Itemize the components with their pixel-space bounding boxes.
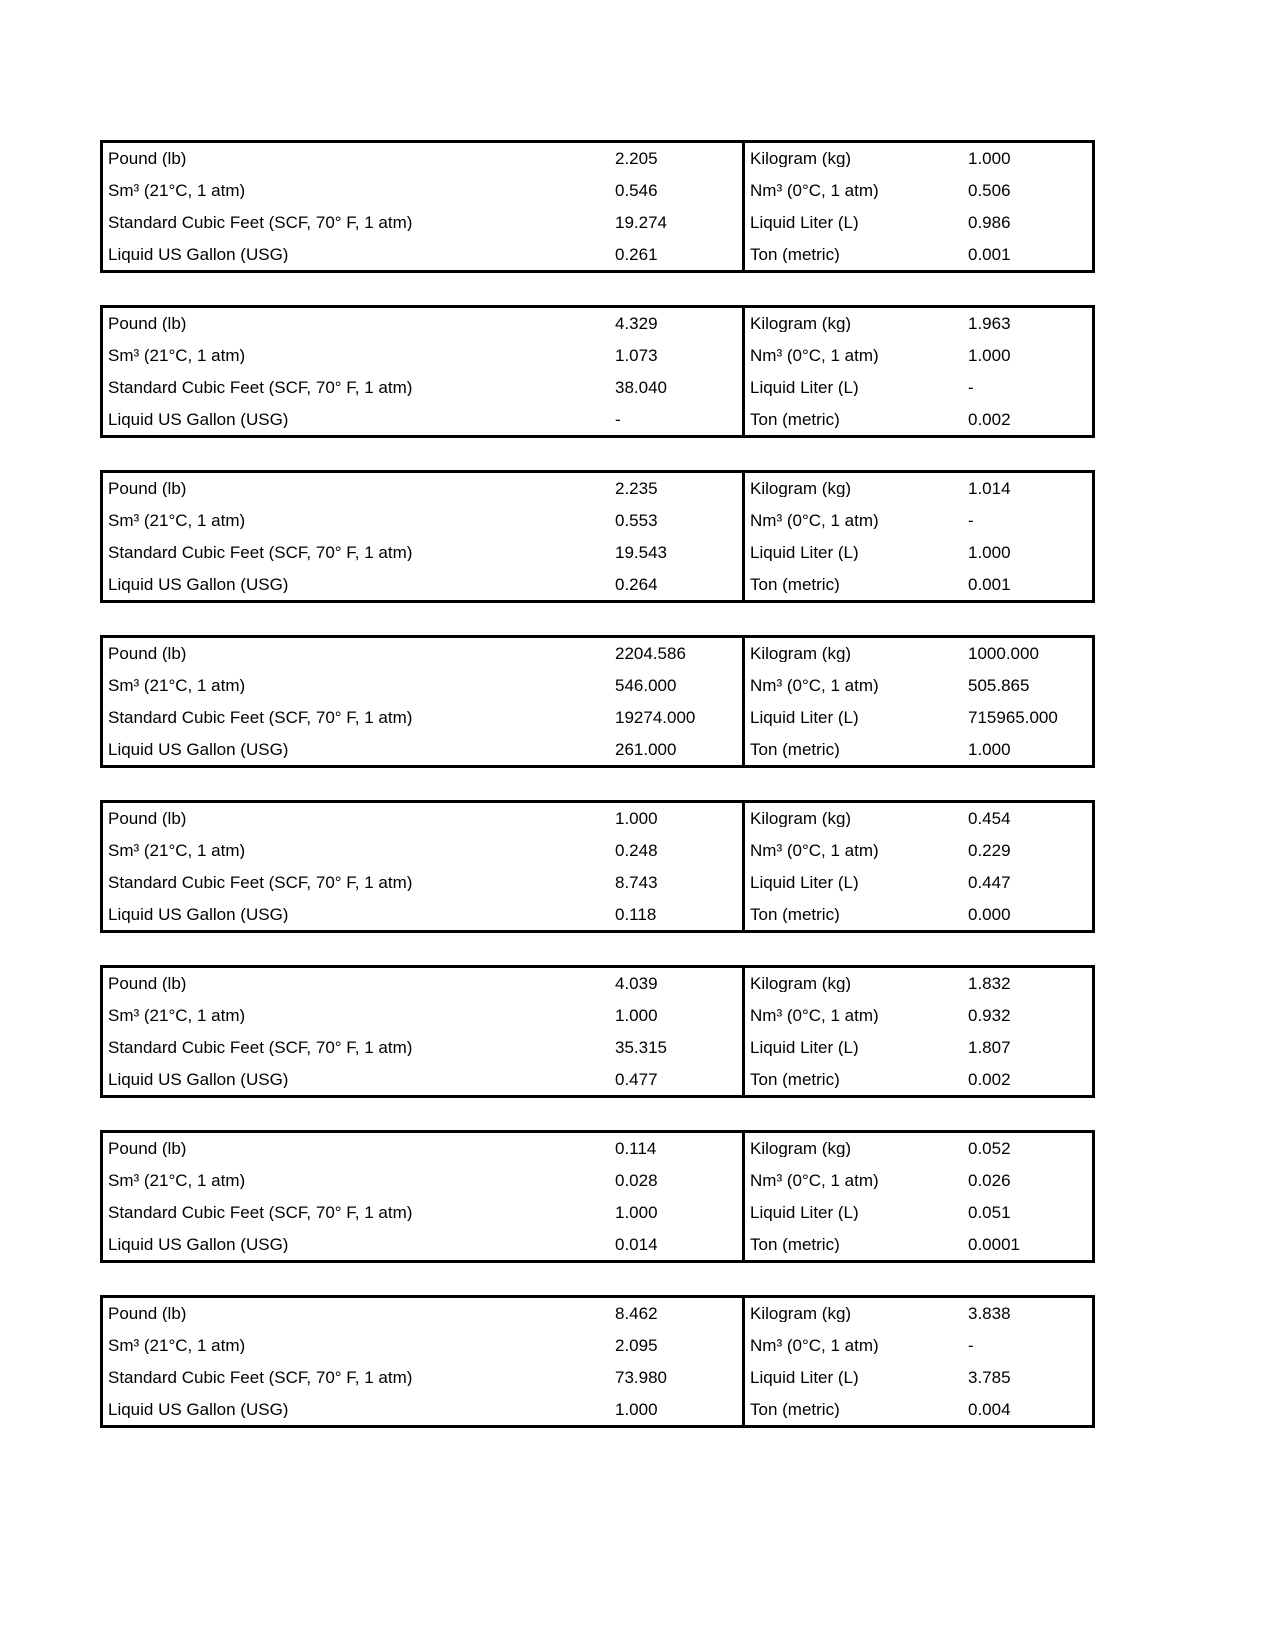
table-row — [745, 403, 1092, 435]
unit-label: Standard Cubic Feet (SCF, 70° F, 1 atm) — [108, 378, 413, 396]
table-row — [103, 702, 742, 734]
table-row — [103, 175, 742, 207]
table-row — [745, 733, 1092, 765]
table-right-section — [745, 143, 1092, 270]
table-right-section — [745, 803, 1092, 930]
unit-value: 1.000 — [615, 1202, 658, 1222]
unit-label: Standard Cubic Feet (SCF, 70° F, 1 atm) — [108, 543, 413, 561]
unit-value: 4.329 — [615, 314, 658, 334]
unit-value: 0.051 — [968, 1202, 1011, 1222]
table-row — [103, 733, 742, 765]
unit-label: Ton (metric) — [750, 1070, 840, 1088]
table-row — [103, 340, 742, 372]
unit-label: Liquid Liter (L) — [750, 1368, 859, 1386]
unit-label: Liquid Liter (L) — [750, 873, 859, 891]
table-row — [103, 1197, 742, 1229]
unit-value: 2.235 — [615, 479, 658, 499]
table-row — [103, 1000, 742, 1032]
unit-label: Standard Cubic Feet (SCF, 70° F, 1 atm) — [108, 1368, 413, 1386]
unit-value: 0.506 — [968, 181, 1011, 201]
unit-value: 0.028 — [615, 1171, 658, 1191]
unit-value: 1.832 — [968, 974, 1011, 994]
table-row — [745, 1298, 1092, 1330]
table-left-section — [103, 803, 745, 930]
unit-label: Pound (lb) — [108, 315, 187, 333]
unit-label: Sm³ (21°C, 1 atm) — [108, 1172, 246, 1190]
table-row — [745, 473, 1092, 505]
unit-value: 1000.000 — [968, 644, 1039, 664]
unit-value: 1.000 — [615, 809, 658, 829]
unit-value: 0.004 — [968, 1399, 1011, 1419]
unit-label: Kilogram (kg) — [750, 1140, 852, 1158]
unit-value: 546.000 — [615, 676, 677, 696]
unit-label: Liquid US Gallon (USG) — [108, 1235, 289, 1253]
unit-label: Sm³ (21°C, 1 atm) — [108, 1007, 246, 1025]
unit-label: Pound (lb) — [108, 1140, 187, 1158]
unit-label: Liquid US Gallon (USG) — [108, 410, 289, 428]
table-row — [745, 505, 1092, 537]
unit-label: Sm³ (21°C, 1 atm) — [108, 512, 246, 530]
table-right-section — [745, 473, 1092, 600]
unit-value: 1.000 — [615, 1006, 658, 1026]
unit-value: - — [968, 377, 974, 397]
unit-label: Nm³ (0°C, 1 atm) — [750, 182, 879, 200]
unit-value: 0.014 — [615, 1234, 658, 1254]
table-row — [745, 1165, 1092, 1197]
unit-value: 1.000 — [615, 1399, 658, 1419]
unit-label: Sm³ (21°C, 1 atm) — [108, 347, 246, 365]
unit-value: 73.980 — [615, 1367, 667, 1387]
unit-value: 0.248 — [615, 841, 658, 861]
unit-label: Liquid US Gallon (USG) — [108, 905, 289, 923]
table-row — [103, 898, 742, 930]
unit-label: Kilogram (kg) — [750, 1305, 852, 1323]
conversion-table-3 — [100, 470, 1095, 603]
table-left-section — [103, 473, 745, 600]
unit-label: Liquid US Gallon (USG) — [108, 1400, 289, 1418]
table-left-section — [103, 1298, 745, 1425]
table-row — [103, 1228, 742, 1260]
unit-label: Nm³ (0°C, 1 atm) — [750, 677, 879, 695]
unit-value: 1.014 — [968, 479, 1011, 499]
unit-value: 0.0001 — [968, 1234, 1020, 1254]
table-row — [745, 968, 1092, 1000]
unit-label: Sm³ (21°C, 1 atm) — [108, 182, 246, 200]
conversion-table-2 — [100, 305, 1095, 438]
table-row — [745, 537, 1092, 569]
table-right-section — [745, 968, 1092, 1095]
unit-label: Pound (lb) — [108, 810, 187, 828]
table-left-section — [103, 308, 745, 435]
table-row — [103, 670, 742, 702]
unit-label: Nm³ (0°C, 1 atm) — [750, 1337, 879, 1355]
table-row — [745, 1133, 1092, 1165]
unit-label: Kilogram (kg) — [750, 150, 852, 168]
unit-value: 0.002 — [968, 1069, 1011, 1089]
unit-label: Liquid Liter (L) — [750, 708, 859, 726]
table-row — [745, 670, 1092, 702]
unit-label: Liquid US Gallon (USG) — [108, 575, 289, 593]
unit-label: Liquid Liter (L) — [750, 378, 859, 396]
table-left-section — [103, 1133, 745, 1260]
conversion-table-8 — [100, 1295, 1095, 1428]
unit-value: 0.264 — [615, 574, 658, 594]
unit-label: Pound (lb) — [108, 1305, 187, 1323]
table-row — [745, 238, 1092, 270]
unit-value: 0.002 — [968, 409, 1011, 429]
unit-value: 0.000 — [968, 904, 1011, 924]
table-left-section — [103, 968, 745, 1095]
table-row — [103, 1165, 742, 1197]
unit-value: 2204.586 — [615, 644, 686, 664]
unit-label: Standard Cubic Feet (SCF, 70° F, 1 atm) — [108, 1203, 413, 1221]
unit-label: Liquid Liter (L) — [750, 1038, 859, 1056]
unit-label: Standard Cubic Feet (SCF, 70° F, 1 atm) — [108, 1038, 413, 1056]
unit-value: 0.229 — [968, 841, 1011, 861]
unit-label: Nm³ (0°C, 1 atm) — [750, 1007, 879, 1025]
table-row — [103, 505, 742, 537]
unit-label: Pound (lb) — [108, 645, 187, 663]
conversion-table-5 — [100, 800, 1095, 933]
table-row — [745, 207, 1092, 239]
table-row — [745, 340, 1092, 372]
table-row — [103, 1298, 742, 1330]
unit-label: Ton (metric) — [750, 1400, 840, 1418]
table-row — [103, 1393, 742, 1425]
conversion-table-4 — [100, 635, 1095, 768]
unit-label: Pound (lb) — [108, 480, 187, 498]
table-row — [745, 898, 1092, 930]
unit-label: Kilogram (kg) — [750, 480, 852, 498]
table-row — [745, 1197, 1092, 1229]
table-row — [103, 638, 742, 670]
table-row — [745, 803, 1092, 835]
table-row — [103, 207, 742, 239]
unit-value: 0.553 — [615, 511, 658, 531]
unit-label: Pound (lb) — [108, 150, 187, 168]
table-row — [103, 968, 742, 1000]
unit-label: Liquid US Gallon (USG) — [108, 245, 289, 263]
table-row — [103, 803, 742, 835]
table-row — [745, 568, 1092, 600]
unit-label: Liquid Liter (L) — [750, 1203, 859, 1221]
table-row — [745, 1063, 1092, 1095]
unit-value: 0.986 — [968, 212, 1011, 232]
table-row — [103, 867, 742, 899]
table-row — [103, 308, 742, 340]
conversion-table-6 — [100, 965, 1095, 1098]
table-row — [745, 1000, 1092, 1032]
unit-label: Sm³ (21°C, 1 atm) — [108, 842, 246, 860]
unit-value: 0.454 — [968, 809, 1011, 829]
unit-value: 1.000 — [968, 346, 1011, 366]
unit-label: Ton (metric) — [750, 905, 840, 923]
unit-label: Kilogram (kg) — [750, 645, 852, 663]
unit-value: 0.932 — [968, 1006, 1011, 1026]
unit-label: Standard Cubic Feet (SCF, 70° F, 1 atm) — [108, 873, 413, 891]
unit-label: Standard Cubic Feet (SCF, 70° F, 1 atm) — [108, 213, 413, 231]
table-row — [745, 1362, 1092, 1394]
table-row — [103, 568, 742, 600]
unit-value: - — [615, 409, 621, 429]
table-row — [745, 702, 1092, 734]
unit-label: Nm³ (0°C, 1 atm) — [750, 347, 879, 365]
unit-value: 1.807 — [968, 1037, 1011, 1057]
unit-label: Nm³ (0°C, 1 atm) — [750, 512, 879, 530]
unit-label: Standard Cubic Feet (SCF, 70° F, 1 atm) — [108, 708, 413, 726]
unit-value: 3.838 — [968, 1304, 1011, 1324]
unit-label: Pound (lb) — [108, 975, 187, 993]
unit-label: Liquid US Gallon (USG) — [108, 740, 289, 758]
table-row — [103, 238, 742, 270]
unit-value: 0.114 — [615, 1139, 657, 1159]
unit-value: 19274.000 — [615, 707, 696, 727]
unit-value: 35.315 — [615, 1037, 667, 1057]
unit-label: Sm³ (21°C, 1 atm) — [108, 677, 246, 695]
table-row — [745, 308, 1092, 340]
unit-value: 0.447 — [968, 872, 1011, 892]
unit-value: 0.118 — [615, 904, 657, 924]
unit-value: 19.274 — [615, 212, 667, 232]
unit-label: Ton (metric) — [750, 1235, 840, 1253]
table-row — [745, 175, 1092, 207]
unit-value: 2.095 — [615, 1336, 658, 1356]
unit-value: 0.052 — [968, 1139, 1011, 1159]
unit-label: Ton (metric) — [750, 245, 840, 263]
unit-value: 0.001 — [968, 244, 1011, 264]
unit-label: Liquid Liter (L) — [750, 543, 859, 561]
table-row — [103, 835, 742, 867]
unit-value: 19.543 — [615, 542, 667, 562]
unit-value: 8.743 — [615, 872, 658, 892]
table-row — [103, 1032, 742, 1064]
table-row — [103, 143, 742, 175]
conversion-table-7 — [100, 1130, 1095, 1263]
table-row — [745, 835, 1092, 867]
table-left-section — [103, 143, 745, 270]
unit-value: 0.546 — [615, 181, 658, 201]
table-row — [745, 143, 1092, 175]
table-row — [103, 403, 742, 435]
table-right-section — [745, 638, 1092, 765]
unit-label: Liquid Liter (L) — [750, 213, 859, 231]
table-row — [745, 638, 1092, 670]
unit-value: 1.000 — [968, 739, 1011, 759]
unit-value: 505.865 — [968, 676, 1030, 696]
table-row — [103, 1362, 742, 1394]
table-row — [745, 1330, 1092, 1362]
unit-value: 0.477 — [615, 1069, 658, 1089]
unit-value: 1.000 — [968, 542, 1011, 562]
table-row — [103, 537, 742, 569]
unit-value: 0.001 — [968, 574, 1011, 594]
table-row — [745, 372, 1092, 404]
unit-value: 38.040 — [615, 377, 667, 397]
table-row — [745, 1393, 1092, 1425]
unit-value: 8.462 — [615, 1304, 658, 1324]
table-row — [745, 1032, 1092, 1064]
table-row — [103, 1133, 742, 1165]
unit-value: - — [968, 511, 974, 531]
unit-value: 1.963 — [968, 314, 1011, 334]
unit-label: Ton (metric) — [750, 740, 840, 758]
unit-label: Kilogram (kg) — [750, 975, 852, 993]
table-right-section — [745, 1133, 1092, 1260]
unit-value: 2.205 — [615, 149, 658, 169]
table-left-section — [103, 638, 745, 765]
table-row — [103, 473, 742, 505]
table-right-section — [745, 308, 1092, 435]
unit-label: Ton (metric) — [750, 575, 840, 593]
unit-label: Kilogram (kg) — [750, 315, 852, 333]
unit-label: Sm³ (21°C, 1 atm) — [108, 1337, 246, 1355]
table-row — [745, 1228, 1092, 1260]
unit-value: 0.026 — [968, 1171, 1011, 1191]
unit-value: 4.039 — [615, 974, 658, 994]
unit-value: - — [968, 1336, 974, 1356]
table-row — [103, 372, 742, 404]
table-right-section — [745, 1298, 1092, 1425]
unit-label: Nm³ (0°C, 1 atm) — [750, 1172, 879, 1190]
table-row — [103, 1330, 742, 1362]
unit-value: 1.000 — [968, 149, 1011, 169]
unit-value: 0.261 — [615, 244, 658, 264]
unit-label: Ton (metric) — [750, 410, 840, 428]
unit-label: Nm³ (0°C, 1 atm) — [750, 842, 879, 860]
unit-value: 261.000 — [615, 739, 677, 759]
unit-value: 3.785 — [968, 1367, 1011, 1387]
table-row — [103, 1063, 742, 1095]
unit-label: Kilogram (kg) — [750, 810, 852, 828]
table-row — [745, 867, 1092, 899]
unit-value: 715965.000 — [968, 707, 1058, 727]
unit-label: Liquid US Gallon (USG) — [108, 1070, 289, 1088]
conversion-table-1 — [100, 140, 1095, 273]
unit-value: 1.073 — [615, 346, 658, 366]
